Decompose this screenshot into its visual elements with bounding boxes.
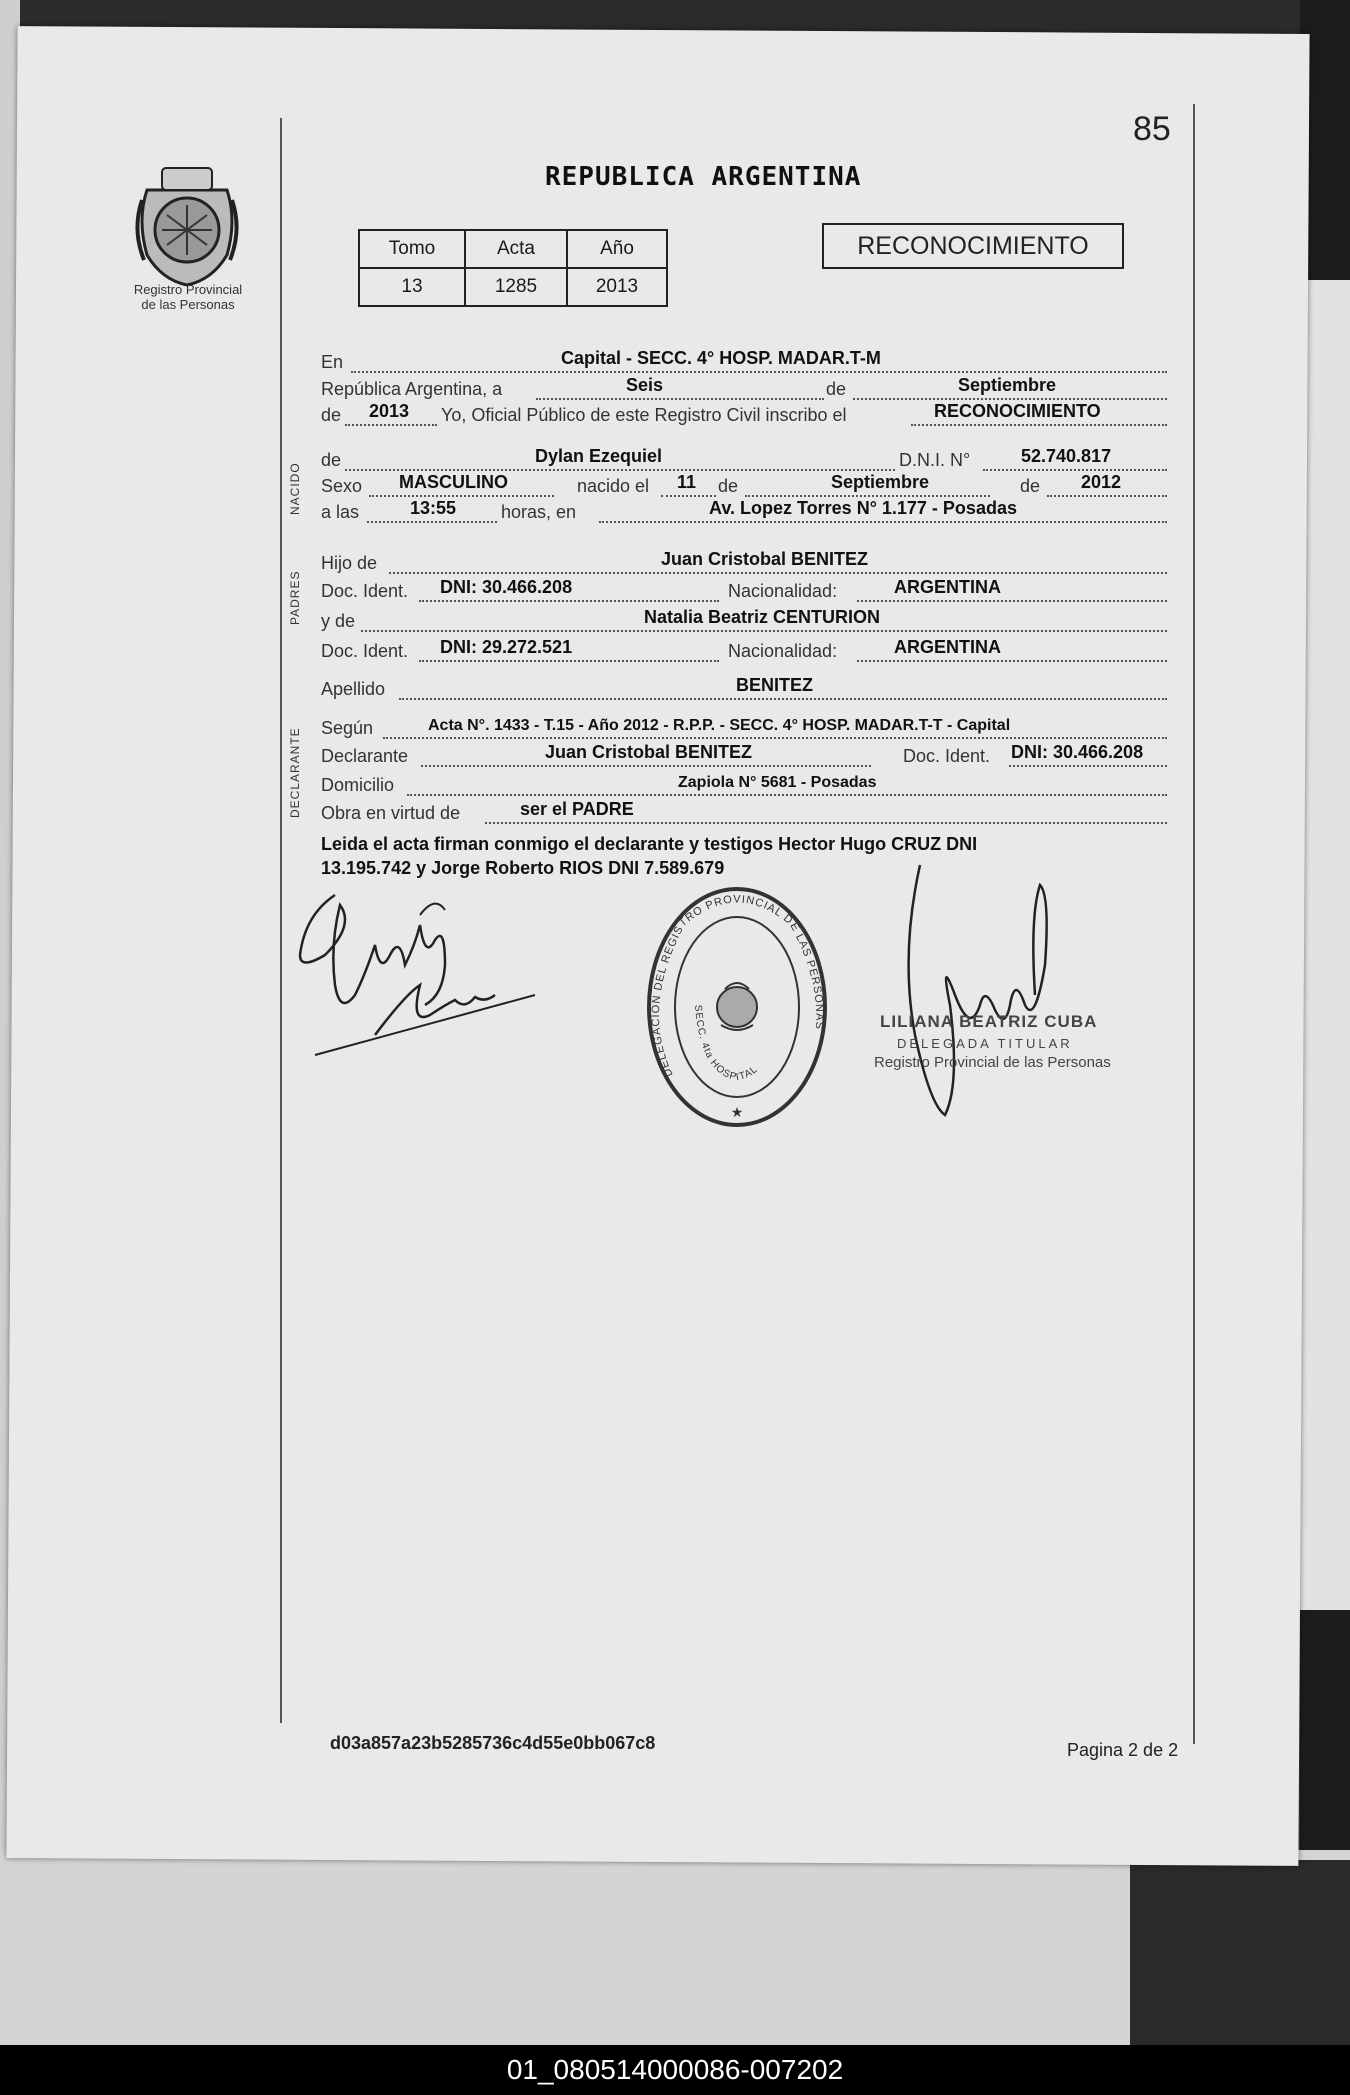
line-time-place — [321, 493, 1167, 523]
record-type-box: RECONOCIMIENTO — [822, 223, 1124, 269]
line-oficial — [321, 396, 1167, 426]
dotted-fill — [485, 820, 1167, 824]
value-declarant-doc: DNI: 30.466.208 — [1011, 742, 1144, 762]
value-father-doc: DNI: 30.466.208 — [440, 577, 573, 597]
value-sex: MASCULINO — [399, 472, 508, 492]
label-y-de: y de — [321, 611, 356, 631]
registry-stamp — [645, 885, 830, 1130]
value-child-dni: 52.740.817 — [1021, 446, 1112, 466]
value-acta: 1285 — [465, 268, 567, 306]
label-doc-ident: Doc. Ident. — [321, 581, 409, 601]
official-name: LILIANA BEATRIZ CUBA — [880, 1012, 1098, 1031]
label-nacionalidad: Nacionalidad: — [728, 641, 838, 661]
background-right-sheet — [1300, 280, 1350, 1610]
label-hijo-de: Hijo de — [321, 553, 378, 573]
label-apellido: Apellido — [321, 679, 386, 699]
dotted-fill — [399, 696, 1167, 700]
official-office: Registro Provincial de las Personas — [874, 1054, 1111, 1071]
closing-statement-line1: Leida el acta firman conmigo el declarante y testigos Hector Hugo CRUZ DNI — [321, 834, 978, 854]
dotted-fill — [599, 519, 1167, 523]
value-acting-as: ser el PADRE — [520, 799, 634, 819]
svg-text:★: ★ — [730, 1104, 744, 1120]
province-seal-logo — [132, 160, 242, 290]
value-month: Septiembre — [958, 375, 1057, 395]
label-a-las: a las — [321, 502, 360, 522]
label-de: de — [1020, 476, 1041, 496]
registry-label-line2: de las Personas — [141, 297, 235, 312]
value-birth-month: Septiembre — [831, 472, 930, 492]
label-horas-en: horas, en — [501, 502, 577, 522]
value-tomo: 13 — [359, 268, 465, 306]
value-birth-place: Av. Lopez Torres N° 1.177 - Posadas — [709, 498, 1017, 518]
header-anio: Año — [567, 230, 667, 268]
dotted-fill — [911, 422, 1167, 426]
value-child-name: Dylan Ezequiel — [535, 446, 663, 466]
label-nacionalidad: Nacionalidad: — [728, 581, 838, 601]
value-year: 2013 — [369, 401, 410, 421]
line-father — [321, 544, 1167, 574]
value-mother-doc: DNI: 29.272.521 — [440, 637, 573, 657]
line-mother-doc — [321, 632, 1167, 662]
side-label-padres: PADRES — [288, 570, 302, 625]
header-acta: Acta — [465, 230, 567, 268]
file-id-bar: 01_080514000086-007202 — [0, 2045, 1350, 2095]
declarant-signature — [295, 885, 545, 1065]
label-de: de — [321, 450, 342, 470]
record-table-header-row — [359, 230, 667, 268]
value-address: Zapiola N° 5681 - Posadas — [678, 774, 877, 791]
left-margin-line — [280, 118, 282, 1723]
value-place: Capital - SECC. 4° HOSP. MADAR.T-M — [561, 348, 881, 368]
value-surname: BENITEZ — [736, 675, 814, 695]
line-address — [321, 766, 1167, 796]
label-en: En — [321, 352, 344, 372]
registry-label-line1: Registro Provincial — [133, 282, 243, 297]
label-domicilio: Domicilio — [321, 775, 395, 795]
value-according-to: Acta N°. 1433 - T.15 - Año 2012 - R.P.P. - SECC. 4° HOSP. MADAR.T-T - Capital — [428, 717, 1011, 734]
record-table — [358, 229, 668, 307]
label-de: de — [718, 476, 739, 496]
value-father-nationality: ARGENTINA — [894, 577, 1001, 597]
header-tomo: Tomo — [359, 230, 465, 268]
label-segun: Según — [321, 718, 374, 738]
label-dni: D.N.I. N° — [899, 450, 971, 470]
page-count: Pagina 2 de 2 — [1067, 1740, 1179, 1760]
official-signature — [880, 855, 1080, 1135]
value-record-type: RECONOCIMIENTO — [934, 401, 1101, 421]
label-sexo: Sexo — [321, 476, 363, 496]
line-mother — [321, 602, 1167, 632]
value-mother-nationality: ARGENTINA — [894, 637, 1001, 657]
document-hash: d03a857a23b5285736c4d55e0bb067c8 — [330, 1733, 656, 1753]
stamp-inner-text: SECC. 4ta HOSPITAL — [691, 1004, 761, 1084]
line-segun — [321, 709, 1167, 739]
label-de: de — [321, 405, 342, 425]
dotted-fill — [419, 658, 719, 662]
label-declarante: Declarante — [321, 746, 409, 766]
value-birth-time: 13:55 — [410, 498, 457, 518]
dotted-fill — [345, 422, 437, 426]
country-title: REPUBLICA ARGENTINA — [545, 162, 862, 192]
background-bottom-dark — [1130, 1860, 1350, 2050]
value-mother-name: Natalia Beatriz CENTURION — [644, 607, 881, 627]
dotted-fill — [857, 658, 1167, 662]
label-republica: República Argentina, a — [321, 379, 503, 399]
closing-statement-line2: 13.195.742 y Jorge Roberto RIOS DNI 7.589.679 — [321, 858, 725, 878]
stamp-outer-text: DELEGACION DEL REGISTRO PROVINCIAL DE LAS PERSONAS — [649, 893, 826, 1079]
value-day: Seis — [626, 375, 664, 395]
label-de: de — [826, 379, 847, 399]
label-oficial: Yo, Oficial Público de este Registro Civil inscribo el — [441, 405, 847, 425]
line-en — [321, 343, 1167, 373]
right-margin-line — [1193, 104, 1195, 1744]
dotted-fill — [367, 519, 497, 523]
value-anio: 2013 — [567, 268, 667, 306]
value-birth-year: 2012 — [1081, 472, 1122, 492]
value-birth-day: 11 — [677, 472, 697, 492]
line-acting — [321, 794, 1167, 824]
label-obra-en-virtud: Obra en virtud de — [321, 803, 461, 823]
line-father-doc — [321, 572, 1167, 602]
value-declarant: Juan Cristobal BENITEZ — [545, 742, 753, 762]
label-nacido-el: nacido el — [577, 476, 650, 496]
official-role: DELEGADA TITULAR — [897, 1036, 1073, 1051]
line-declarant — [321, 737, 1167, 767]
label-doc-ident: Doc. Ident. — [903, 746, 991, 766]
side-label-nacido: NACIDO — [288, 462, 302, 515]
line-surname — [321, 670, 1167, 700]
label-doc-ident: Doc. Ident. — [321, 641, 409, 661]
side-label-declarante: DECLARANTE — [288, 727, 302, 818]
value-father-name: Juan Cristobal BENITEZ — [661, 549, 869, 569]
registry-label — [118, 282, 258, 312]
page-number: 85 — [1133, 110, 1171, 148]
record-table-value-row — [359, 268, 667, 306]
